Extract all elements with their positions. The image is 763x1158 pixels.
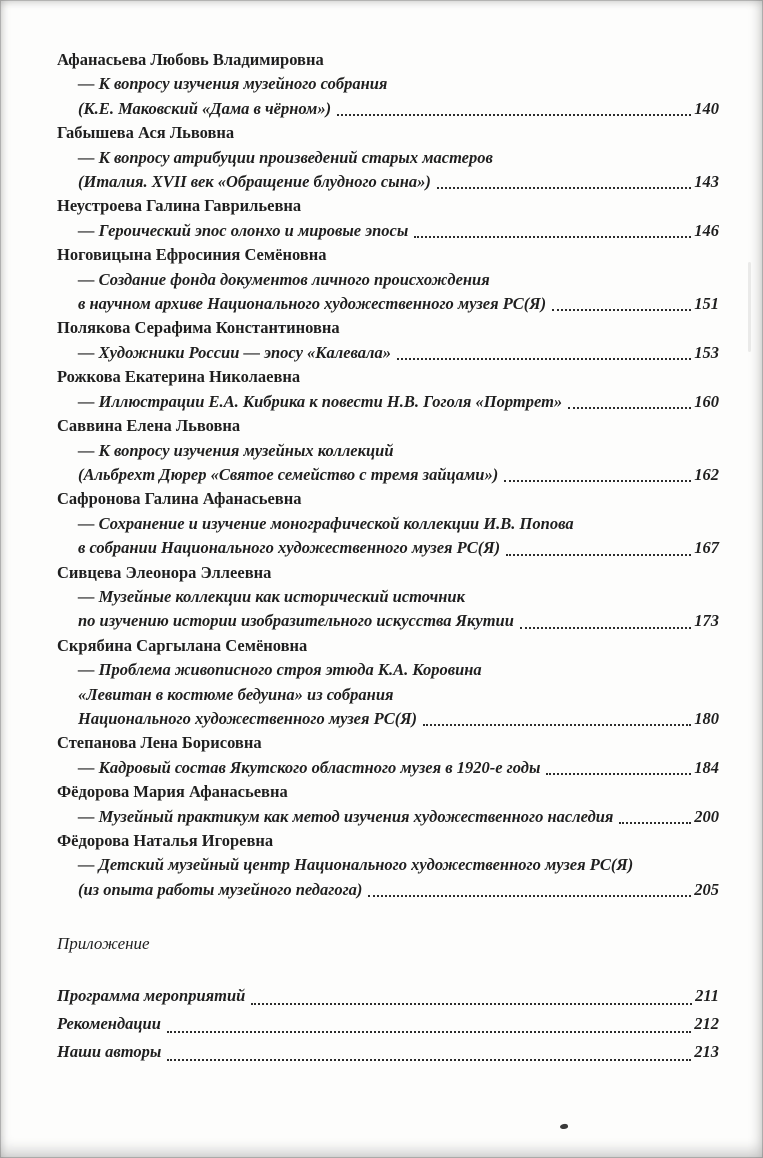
toc-line-text: — Иллюстрации Е.А. Кибрика к повести Н.В. Гоголя «Портрет» — [78, 391, 563, 411]
toc-entry — [57, 414, 719, 487]
toc-line — [57, 292, 719, 316]
dotted-leader — [504, 480, 691, 482]
page-number: 146 — [694, 220, 719, 240]
dotted-leader — [167, 1059, 691, 1061]
toc-line-text: Программа мероприятий — [57, 986, 246, 1006]
toc-line-text: Национального художественного музея РС(Я) — [78, 708, 418, 728]
dotted-leader — [552, 309, 691, 311]
page-number: 211 — [695, 986, 719, 1006]
page-number: 167 — [694, 538, 719, 558]
page-number: 173 — [694, 611, 719, 631]
toc-line-text: «Левитан в костюме бедуина» из собрания — [78, 684, 394, 704]
toc-line-text: — Кадровый состав Якутского областного музея в 1920-е годы — [78, 757, 541, 777]
toc-line — [57, 707, 719, 731]
toc-line — [57, 439, 719, 463]
toc-line-text: в собрании Национального художественного музея РС(Я) — [78, 538, 501, 558]
page-number: 160 — [694, 391, 719, 411]
toc-line-text: — Создание фонда документов личного происхождения — [78, 269, 490, 289]
toc-line-text: — Музейный практикум как метод изучения художественного наследия — [78, 806, 614, 826]
appendix-list — [57, 982, 719, 1066]
toc-line-text: — К вопросу изучения музейного собрания — [78, 74, 388, 94]
dotted-leader — [397, 358, 691, 360]
toc-entry — [57, 561, 719, 634]
toc-author: Сафронова Галина Афанасьевна — [57, 489, 302, 509]
appendix-heading: Приложение — [57, 934, 150, 954]
ink-mark — [560, 1123, 569, 1130]
dotted-leader — [423, 724, 691, 726]
toc-line-text: — Проблема живописного строя этюда К.А. Коровина — [78, 660, 482, 680]
toc-line-text: — Художники России — эпосу «Калевала» — [78, 342, 392, 362]
toc-line-text: по изучению истории изобразительного искусства Якутии — [78, 611, 514, 631]
toc-line — [57, 268, 719, 292]
toc-author: Сивцева Элеонора Эллеевна — [57, 562, 272, 582]
toc-line-text: Наши авторы — [57, 1042, 162, 1062]
dotted-leader — [568, 407, 691, 409]
toc-line — [57, 756, 719, 780]
dotted-leader — [619, 822, 691, 824]
toc-author: Афанасьева Любовь Владимировна — [57, 50, 324, 69]
toc-author: Скрябина Саргылана Семёновна — [57, 635, 308, 655]
toc-list — [57, 48, 719, 902]
toc-line — [57, 585, 719, 609]
toc-line-text: — К вопросу изучения музейных коллекций — [78, 440, 394, 460]
toc-line — [57, 72, 719, 96]
toc-line — [57, 1010, 719, 1038]
toc-line — [57, 853, 719, 877]
toc-entry — [57, 121, 719, 194]
toc-line — [57, 170, 719, 194]
dotted-leader — [506, 554, 691, 556]
toc-line-text: (из опыта работы музейного педагога) — [78, 879, 363, 899]
toc-line — [57, 878, 719, 902]
toc-line — [57, 512, 719, 536]
toc-line — [57, 683, 719, 707]
dotted-leader — [337, 114, 691, 116]
table-of-contents — [57, 48, 719, 1066]
dotted-leader — [437, 187, 691, 189]
toc-entry — [57, 365, 719, 414]
page-number: 200 — [694, 806, 719, 826]
page-number: 205 — [694, 879, 719, 899]
dotted-leader — [368, 895, 691, 897]
dotted-leader — [251, 1003, 692, 1005]
toc-entry — [57, 48, 719, 121]
page-number: 151 — [694, 294, 719, 314]
toc-line — [57, 805, 719, 829]
toc-line-text: (Альбрехт Дюрер «Святое семейство с тремя зайцами») — [78, 464, 499, 484]
toc-line — [57, 463, 719, 487]
toc-line — [57, 609, 719, 633]
toc-entry — [57, 194, 719, 243]
toc-line-text: — Музейные коллекции как исторический источник — [78, 586, 465, 606]
dotted-leader — [520, 627, 691, 629]
page-number: 162 — [694, 464, 719, 484]
toc-author: Неустроева Галина Гаврильевна — [57, 196, 302, 216]
toc-entry — [57, 780, 719, 829]
toc-line-text: (Италия. XVII век «Обращение блудного сына») — [78, 172, 431, 192]
toc-line — [57, 219, 719, 243]
toc-line — [57, 97, 719, 121]
page-number: 153 — [694, 342, 719, 362]
page-number: 212 — [694, 1014, 719, 1034]
toc-line — [57, 146, 719, 170]
dotted-leader — [167, 1031, 691, 1033]
toc-line-text: — Детский музейный центр Национального художественного музея РС(Я) — [78, 855, 634, 875]
toc-line-text: (К.Е. Маковский «Дама в чёрном») — [78, 98, 332, 118]
toc-author: Полякова Серафима Константиновна — [57, 318, 340, 338]
toc-author: Ноговицына Ефросиния Семёновна — [57, 245, 327, 265]
toc-line-text: Рекомендации — [57, 1014, 161, 1034]
page-number: 143 — [694, 172, 719, 192]
toc-author: Саввина Елена Львовна — [57, 416, 241, 436]
scan-streak — [748, 262, 751, 352]
toc-line — [57, 982, 719, 1010]
toc-entry — [57, 731, 719, 780]
toc-line-text: — Героический эпос олонхо и мировые эпосы — [78, 220, 409, 240]
dotted-leader — [546, 773, 691, 775]
toc-entry — [57, 243, 719, 316]
toc-line — [57, 658, 719, 682]
dotted-leader — [414, 236, 691, 238]
toc-author: Габышева Ася Львовна — [57, 123, 235, 143]
page-number: 180 — [694, 708, 719, 728]
page-number: 213 — [694, 1042, 719, 1062]
page-number: 140 — [694, 98, 719, 118]
toc-line-text: в научном архиве Национального художественного музея РС(Я) — [78, 294, 547, 314]
toc-entry — [57, 487, 719, 560]
toc-entry — [57, 634, 719, 732]
toc-entry — [57, 316, 719, 365]
page-number: 184 — [694, 757, 719, 777]
toc-line — [57, 341, 719, 365]
toc-line — [57, 1038, 719, 1066]
toc-author: Рожкова Екатерина Николаевна — [57, 367, 301, 387]
toc-line-text: — К вопросу атрибуции произведений старых мастеров — [78, 147, 493, 167]
toc-line — [57, 390, 719, 414]
toc-author: Степанова Лена Борисовна — [57, 733, 262, 753]
toc-author: Фёдорова Наталья Игоревна — [57, 831, 274, 850]
toc-author: Фёдорова Мария Афанасьевна — [57, 782, 288, 802]
toc-line-text: — Сохранение и изучение монографической коллекции И.В. Попова — [78, 513, 574, 533]
toc-entry — [57, 829, 719, 902]
toc-line — [57, 536, 719, 560]
